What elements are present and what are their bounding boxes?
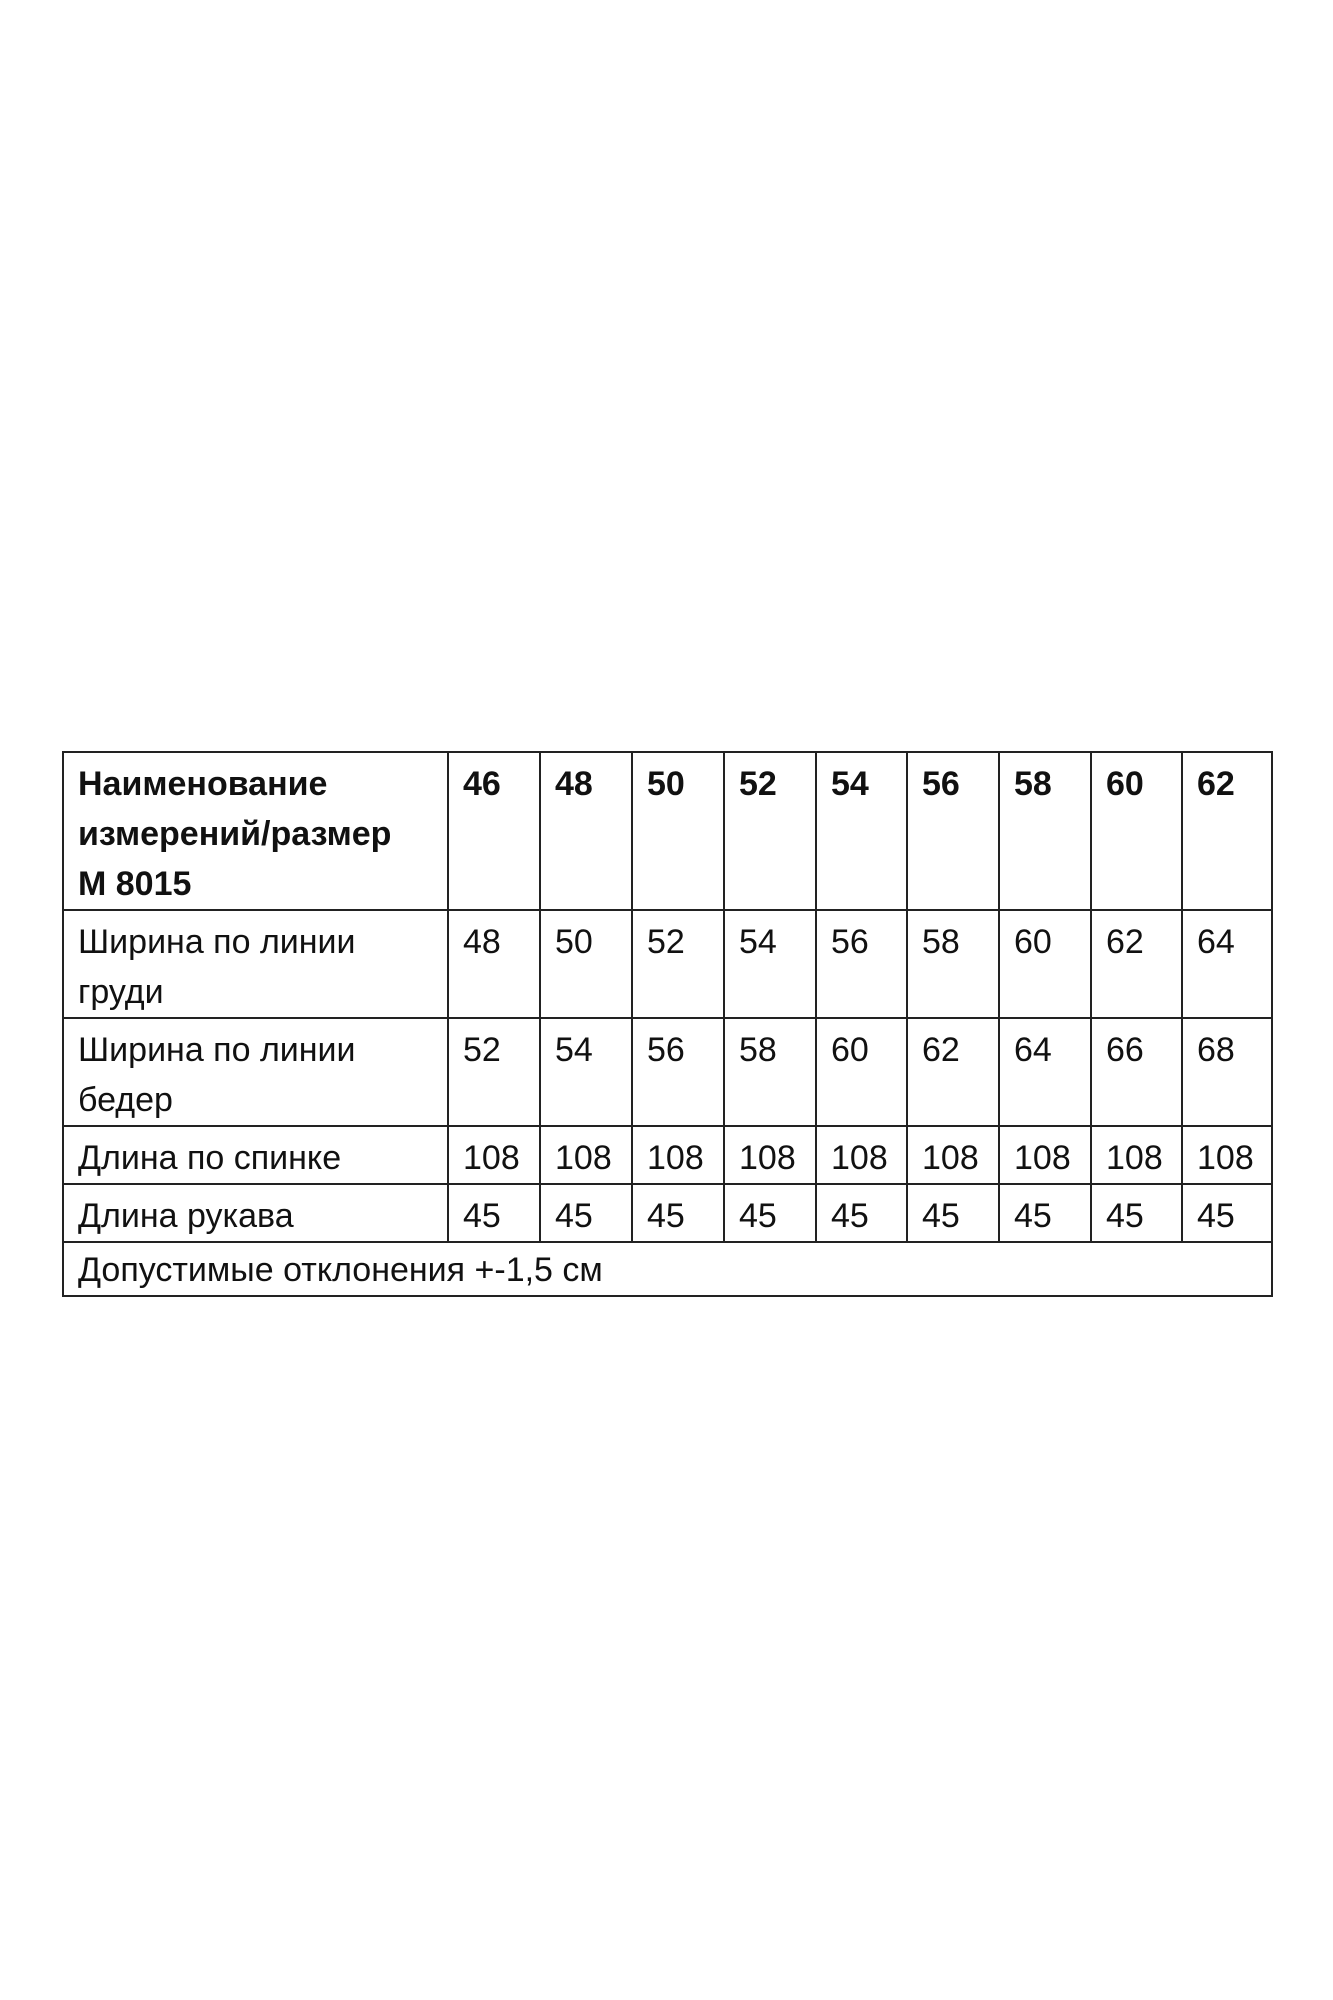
size-header-cell: 46 <box>448 752 540 910</box>
tolerance-note: Допустимые отклонения +-1,5 см <box>63 1242 1272 1296</box>
value-cell: 52 <box>632 910 724 1018</box>
value-cell: 108 <box>448 1126 540 1184</box>
row-label-line: Длина по спинке <box>78 1139 342 1177</box>
row-label-cell <box>63 1018 448 1126</box>
value-cell: 50 <box>540 910 632 1018</box>
value-cell: 68 <box>1182 1018 1272 1126</box>
size-header-cell: 58 <box>999 752 1091 910</box>
table-row <box>63 1184 1272 1242</box>
size-header-cell: 52 <box>724 752 816 910</box>
value-cell: 108 <box>632 1126 724 1184</box>
value-cell: 56 <box>632 1018 724 1126</box>
size-header-cell: 54 <box>816 752 907 910</box>
value-cell: 62 <box>907 1018 999 1126</box>
value-cell: 52 <box>448 1018 540 1126</box>
note-row <box>63 1242 1272 1296</box>
table-row <box>63 1126 1272 1184</box>
value-cell: 45 <box>1182 1184 1272 1242</box>
value-cell: 45 <box>632 1184 724 1242</box>
table-row <box>63 910 1272 1018</box>
value-cell: 45 <box>907 1184 999 1242</box>
row-label-line: Ширина по линии <box>78 1031 356 1069</box>
value-cell: 48 <box>448 910 540 1018</box>
header-label-line: измерений/размер <box>78 815 392 853</box>
value-cell: 58 <box>724 1018 816 1126</box>
value-cell: 60 <box>816 1018 907 1126</box>
value-cell: 45 <box>1091 1184 1182 1242</box>
value-cell: 108 <box>1182 1126 1272 1184</box>
table-header-row <box>63 752 1272 910</box>
value-cell: 62 <box>1091 910 1182 1018</box>
value-cell: 45 <box>448 1184 540 1242</box>
value-cell: 108 <box>1091 1126 1182 1184</box>
size-chart-table <box>62 751 1273 1297</box>
value-cell: 54 <box>540 1018 632 1126</box>
value-cell: 108 <box>907 1126 999 1184</box>
value-cell: 54 <box>724 910 816 1018</box>
row-label-line: груди <box>78 973 164 1011</box>
value-cell: 45 <box>816 1184 907 1242</box>
header-label-cell <box>63 752 448 910</box>
size-header-cell: 60 <box>1091 752 1182 910</box>
header-label-line: Наименование <box>78 765 328 803</box>
value-cell: 64 <box>999 1018 1091 1126</box>
value-cell: 66 <box>1091 1018 1182 1126</box>
value-cell: 45 <box>724 1184 816 1242</box>
row-label-line: Длина рукава <box>78 1197 294 1235</box>
value-cell: 56 <box>816 910 907 1018</box>
table-row <box>63 1018 1272 1126</box>
value-cell: 64 <box>1182 910 1272 1018</box>
size-header-cell: 50 <box>632 752 724 910</box>
value-cell: 58 <box>907 910 999 1018</box>
row-label-line: Ширина по линии <box>78 923 356 961</box>
row-label-cell <box>63 1126 448 1184</box>
size-header-cell: 56 <box>907 752 999 910</box>
value-cell: 108 <box>724 1126 816 1184</box>
value-cell: 108 <box>816 1126 907 1184</box>
value-cell: 108 <box>999 1126 1091 1184</box>
header-label-line: М 8015 <box>78 865 192 903</box>
size-header-cell: 62 <box>1182 752 1272 910</box>
value-cell: 45 <box>999 1184 1091 1242</box>
row-label-cell <box>63 1184 448 1242</box>
row-label-line: бедер <box>78 1081 173 1119</box>
row-label-cell <box>63 910 448 1018</box>
size-header-cell: 48 <box>540 752 632 910</box>
value-cell: 60 <box>999 910 1091 1018</box>
value-cell: 45 <box>540 1184 632 1242</box>
value-cell: 108 <box>540 1126 632 1184</box>
